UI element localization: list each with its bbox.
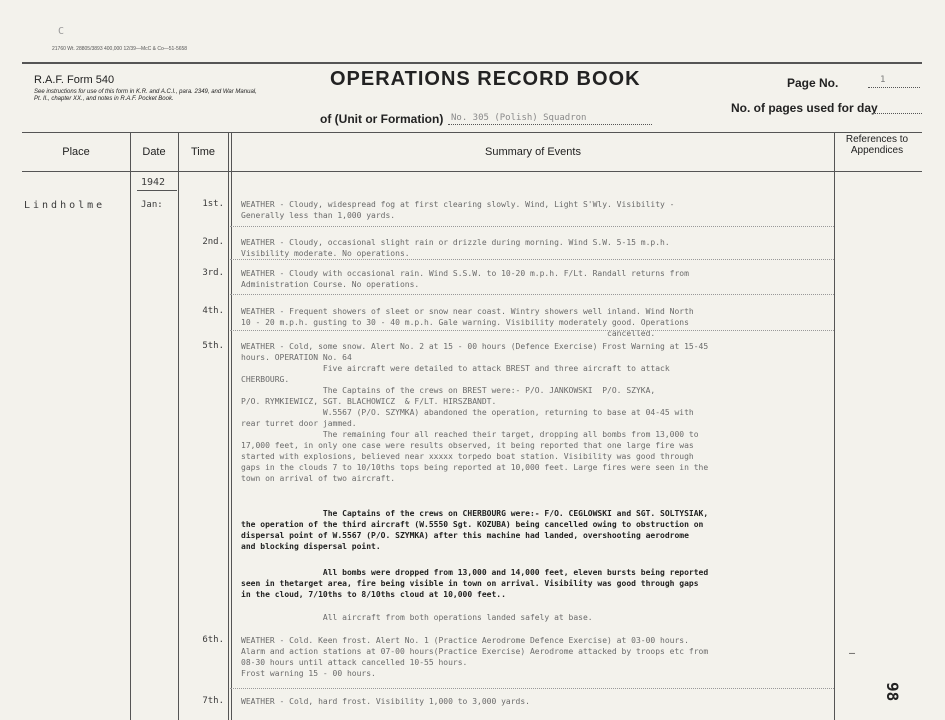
reference-dash: –: [849, 648, 856, 659]
entry-separator: [230, 688, 834, 689]
col-rule-date: [178, 132, 179, 720]
entry-line: Frost warning 15 - 00 hours.: [241, 669, 376, 678]
entry-line: Five aircraft were detailed to attack BREST and three aircraft to attack: [241, 364, 670, 373]
column-header-summary: Summary of Events: [485, 146, 581, 158]
year-cell: 1942: [141, 177, 166, 188]
entry-text: [241, 268, 831, 290]
entry-line: dispersal point of W.5567 (P/O. SZYMKA) after this machine had landed, overshooting aerodrome: [241, 531, 689, 540]
entry-line: Generally less than 1,000 yards.: [241, 211, 396, 220]
col-rule-place: [130, 132, 131, 720]
col-rule-summary: [834, 132, 835, 720]
entry-text: [241, 306, 831, 339]
entry-day: 2nd.: [202, 237, 224, 247]
entry-day: 4th.: [202, 306, 224, 316]
entry-line: WEATHER - Frequent showers of sleet or snow near coast. Wintry showers well inland. Wind North: [241, 307, 694, 316]
entry-line: The remaining four all reached their target, dropping all bombs from 13,000 to: [241, 430, 699, 439]
entry-text: [241, 567, 831, 600]
unit-label: of (Unit or Formation): [320, 112, 444, 126]
entry-day: 1st.: [202, 199, 224, 209]
header-bottom-rule: [22, 171, 922, 172]
place-cell: Lindholme: [24, 200, 106, 211]
entry-line: started with explosions, believed near xxxxx torpedo boat station. Visibility was good through: [241, 452, 694, 461]
print-reference: 21760 Wt. 28805/3893 400,000 12/39—McC & Co—51-5658: [52, 46, 188, 52]
entry-separator: [230, 294, 834, 295]
entry-line: town on arrival of two aircraft.: [241, 474, 396, 483]
entry-line: All bombs were dropped from 13,000 and 14,000 feet, eleven bursts being reported: [241, 568, 709, 577]
year-underline: [137, 190, 177, 191]
entry-line: WEATHER - Cold. Keen frost. Alert No. 1 (Practice Aerodrome Defence Exercise) at 03-00 hours.: [241, 636, 689, 645]
entry-line: the operation of the third aircraft (W.5550 Sgt. KOZUBA) being cancelled owing to obstruction on: [241, 520, 704, 529]
form-number: R.A.F. Form 540: [34, 74, 115, 86]
entry-separator: [230, 259, 834, 260]
entry-line: 10 - 20 m.p.h. gusting to 30 - 40 m.p.h. Gale warning. Visibility moderately good. Operations: [241, 318, 689, 327]
page-number-underline: [868, 87, 920, 88]
entry-line: in the cloud, 7/10ths to 8/10ths cloud at 10,000 feet..: [241, 590, 506, 599]
month-cell: Jan:: [141, 200, 163, 210]
form-instructions: See instructions for use of this form in K.R. and A.C.I., para. 2349, and War Manual, Pt. II., chapter XX., and notes in R.A.F. Pocket Book.: [34, 89, 257, 102]
column-header-time: Time: [190, 146, 216, 158]
unit-underline: [448, 124, 652, 125]
entry-separator: [230, 226, 834, 227]
entry-text: [241, 199, 831, 221]
top-rule: [22, 62, 922, 64]
entry-line: 17,000 feet, in only one case were results observed, it being reported that one large fire was: [241, 441, 694, 450]
entry-line: The Captains of the crews on CHERBOURG were:- F/O. CEGLOWSKI and SGT. SOLTYSIAK,: [241, 509, 709, 518]
entry-line: gaps in the clouds 7 to 10/10ths tops being reported at 10,000 feet. Large fires were seen in the: [241, 463, 709, 472]
margin-stamp: 98: [883, 682, 902, 702]
entry-text: [241, 696, 831, 707]
pencil-mark: C: [58, 26, 65, 37]
column-header-date: Date: [142, 146, 166, 158]
entry-line: CHERBOURG.: [241, 375, 290, 384]
pages-used-underline: [872, 113, 922, 114]
entry-day: 3rd.: [202, 268, 224, 278]
entry-line: 08-30 hours until attack cancelled 10-55 hours.: [241, 658, 468, 667]
col-rule-time-double: [231, 132, 232, 720]
unit-value: No. 305 (Polish) Squadron: [451, 113, 587, 123]
entry-line: All aircraft from both operations landed safely at base.: [241, 613, 593, 622]
entry-line: W.5567 (P/O. SZYMKA) abandoned the operation, returning to base at 04-45 with: [241, 408, 694, 417]
col-rule-time: [228, 132, 229, 720]
header-top-rule: [22, 132, 922, 133]
entry-line: Visibility moderate. No operations.: [241, 249, 410, 258]
entry-line: WEATHER - Cold, hard frost. Visibility 1,000 to 3,000 yards.: [241, 697, 530, 706]
entry-line: seen in thetarget area, fire being visible in town on arrival. Visibility was good through gaps: [241, 579, 699, 588]
entry-day: 6th.: [202, 635, 224, 645]
entry-text: [241, 612, 831, 623]
pages-used-label: No. of pages used for day: [731, 101, 878, 115]
entry-text: [241, 508, 831, 552]
entry-line: and blocking dispersal point.: [241, 542, 381, 551]
entry-line: WEATHER - Cloudy with occasional rain. Wind S.S.W. to 10-20 m.p.h. F/Lt. Randall returns from: [241, 269, 689, 278]
entry-text: [241, 635, 831, 679]
column-header-place: Place: [62, 146, 90, 158]
entry-day: 5th.: [202, 341, 224, 351]
page-number-label: Page No.: [787, 76, 839, 90]
entry-line: The Captains of the crews on BREST were:- P/O. JANKOWSKI P/O. SZYKA,: [241, 386, 656, 395]
entry-line: WEATHER - Cloudy, occasional slight rain or drizzle during morning. Wind S.W. 5-15 m.p.h.: [241, 238, 670, 247]
entry-line: cancelled.: [241, 329, 656, 338]
entry-line: WEATHER - Cold, some snow. Alert No. 2 at 15 - 00 hours (Defence Exercise) Frost Warning at 15-45: [241, 342, 709, 351]
entry-text: [241, 237, 831, 259]
entry-day: 7th.: [202, 696, 224, 706]
entry-separator: [230, 330, 834, 331]
page-title: OPERATIONS RECORD BOOK: [330, 68, 641, 90]
entry-line: hours. OPERATION No. 64: [241, 353, 352, 362]
entry-line: rear turret door jammed.: [241, 419, 357, 428]
page-number-value: 1: [880, 75, 886, 85]
entry-line: Administration Course. No operations.: [241, 280, 420, 289]
entry-line: WEATHER - Cloudy, widespread fog at first clearing slowly. Wind, Light S'Wly. Visibility -: [241, 200, 675, 209]
entry-text: [241, 341, 831, 484]
entry-line: P/O. RYMKIEWICZ, SGT. BLACHOWICZ & F/LT. HIRSZBANDT.: [241, 397, 497, 406]
entry-line: Alarm and action stations at 07-00 hours(Practice Exercise) Aerodrome attacked by troops etc from: [241, 647, 709, 656]
column-header-references: References to Appendices: [845, 134, 909, 156]
